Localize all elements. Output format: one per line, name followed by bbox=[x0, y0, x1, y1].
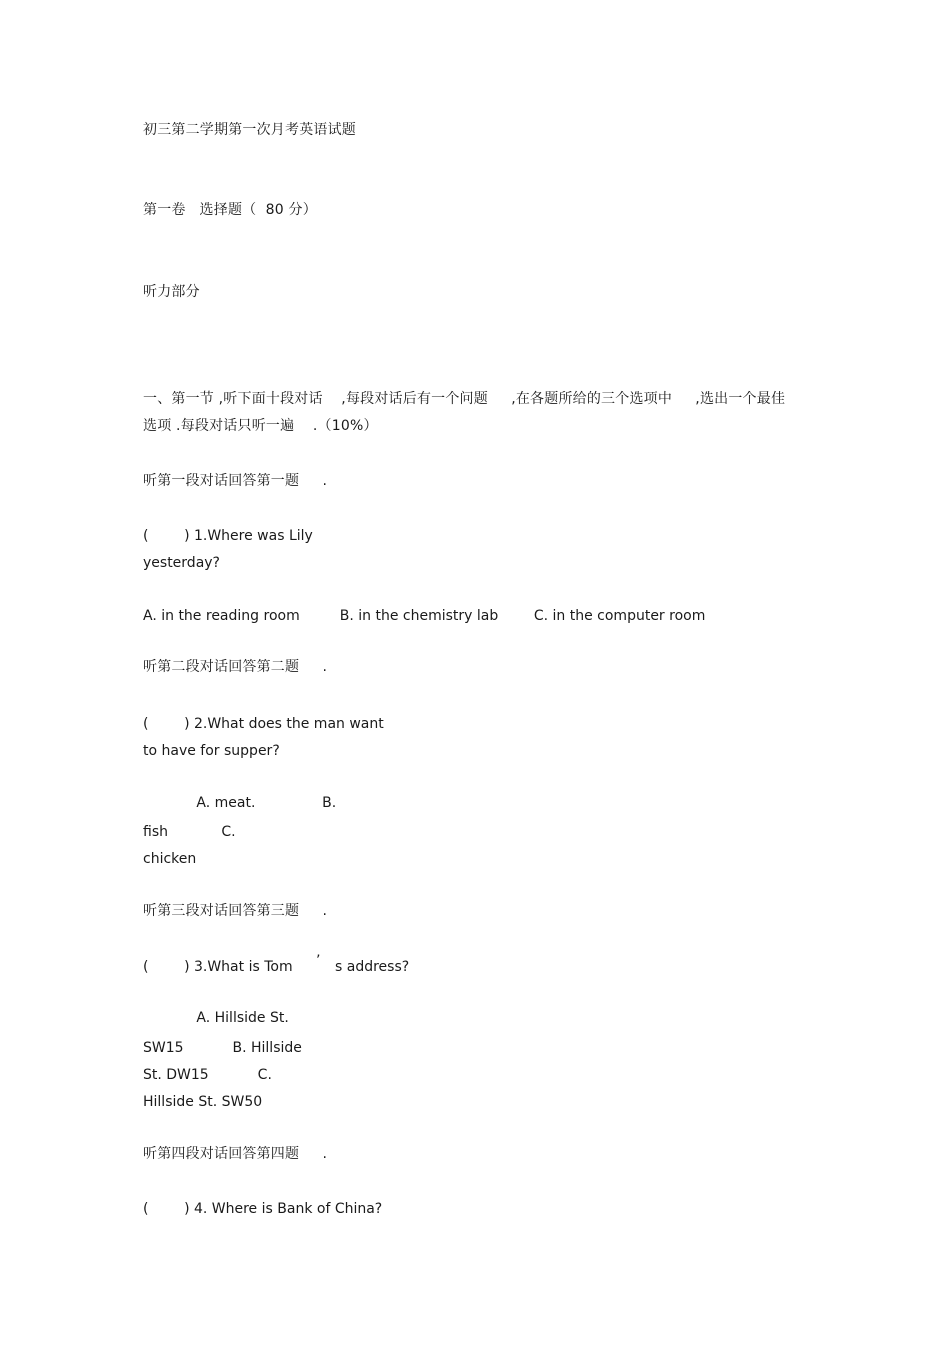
exam-title: 初三第二学期第一次月考英语试题 bbox=[143, 122, 356, 138]
question-2-line1: ( ) 2.What does the man want bbox=[143, 716, 384, 732]
question-3-options-line3: St. DW15 C. bbox=[143, 1067, 272, 1083]
question-3-options-line2: SW15 B. Hillside bbox=[143, 1040, 302, 1056]
question-1-options: A. in the reading room B. in the chemistry lab C. in the computer room bbox=[143, 608, 706, 624]
dialogue-1-intro: 听第一段对话回答第一题 . bbox=[143, 473, 328, 489]
question-3-line1: ( ) 3.What is Tom bbox=[143, 959, 293, 975]
question-2-options-line2: fish C. bbox=[143, 824, 236, 840]
question-4-line1: ( ) 4. Where is Bank of China? bbox=[143, 1201, 383, 1217]
section1-instruction-line2: 选项 .每段对话只听一遍 .（10%） bbox=[143, 418, 378, 434]
dialogue-2-intro: 听第二段对话回答第二题 . bbox=[143, 659, 328, 675]
question-2-line2: to have for supper? bbox=[143, 743, 280, 759]
question-3-options-line1: A. Hillside St. bbox=[143, 1010, 289, 1026]
question-3-line1-end: s address? bbox=[335, 959, 410, 975]
question-1-line1: ( ) 1.Where was Lily bbox=[143, 528, 313, 544]
dialogue-4-intro: 听第四段对话回答第四题 . bbox=[143, 1146, 328, 1162]
question-1-line2: yesterday? bbox=[143, 555, 220, 571]
listening-heading: 听力部分 bbox=[143, 284, 200, 300]
question-2-options-line1: A. meat. B. bbox=[143, 795, 337, 811]
question-3-options-line4: Hillside St. SW50 bbox=[143, 1094, 263, 1110]
question-3-apostrophe: ’ bbox=[316, 953, 321, 969]
dialogue-3-intro: 听第三段对话回答第三题 . bbox=[143, 903, 328, 919]
part1-heading: 第一卷 选择题（ 80 分） bbox=[143, 202, 317, 218]
question-2-options-line3: chicken bbox=[143, 851, 197, 867]
section1-instruction-line1: 一、第一节 ,听下面十段对话 ,每段对话后有一个问题 ,在各题所给的三个选项中 ,选出一个最佳 bbox=[143, 391, 786, 407]
